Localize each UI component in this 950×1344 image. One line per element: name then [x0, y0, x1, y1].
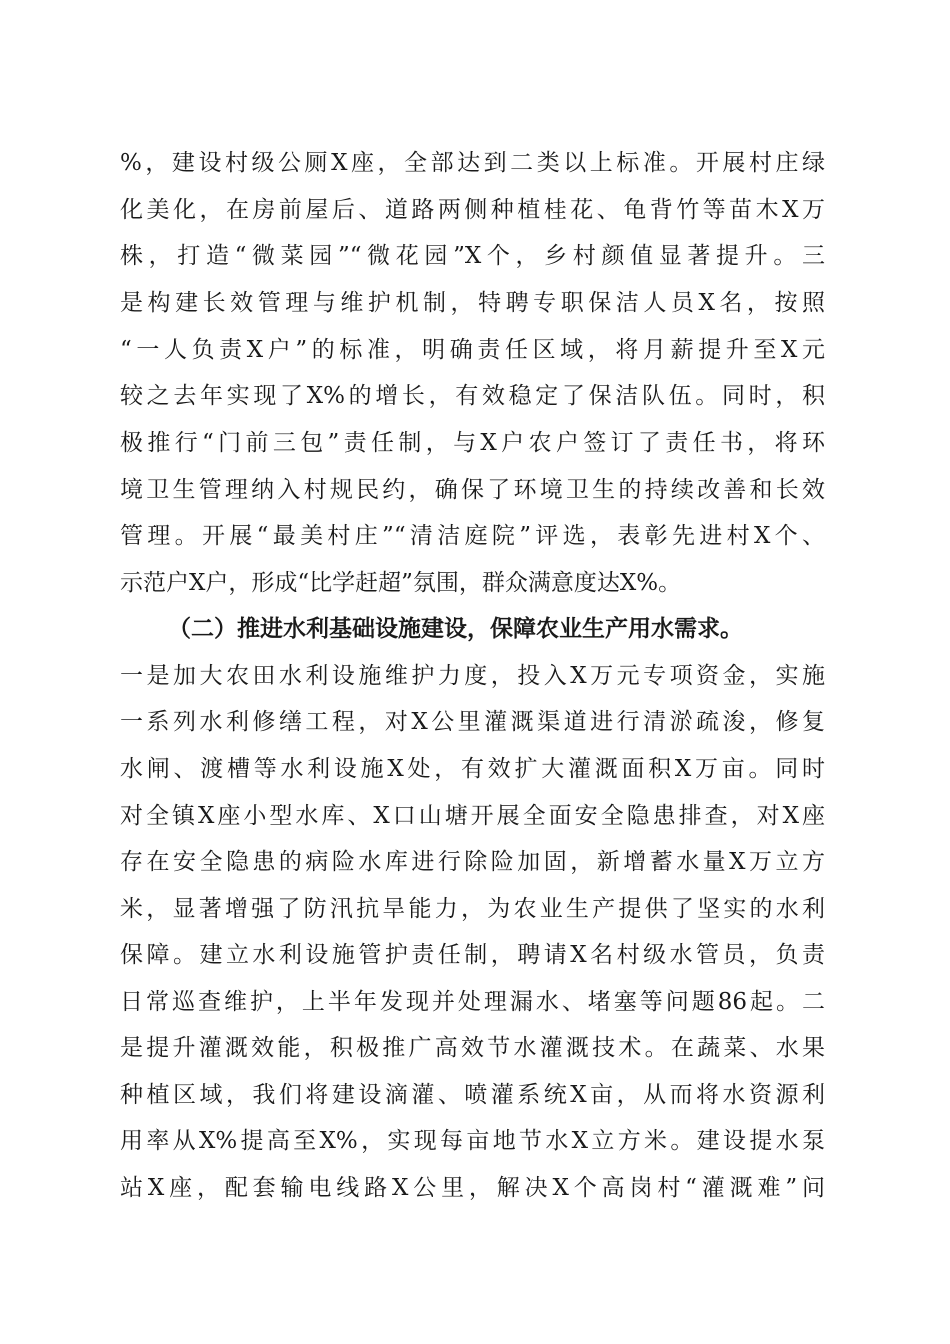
- text-line: 水闸、渡槽等水利设施X处，有效扩大灌溉面积X万亩。同时: [120, 756, 825, 782]
- text-line: 一是加大农田水利设施维护力度，投入X万元专项资金，实施: [120, 663, 825, 689]
- text-line: %，建设村级公厕X座，全部达到二类以上标准。开展村庄绿: [120, 150, 825, 176]
- text-line: 米，显著增强了防汛抗旱能力，为农业生产提供了坚实的水利: [120, 896, 825, 922]
- text-line: 种植区域，我们将建设滴灌、喷灌系统X亩，从而将水资源利: [120, 1082, 825, 1108]
- text-line: “一人负责X户”的标准，明确责任区域，将月薪提升至X元: [120, 337, 825, 363]
- text-line: 化美化，在房前屋后、道路两侧种植桂花、龟背竹等苗木X万: [120, 197, 825, 223]
- section-heading: （二）推进水利基础设施建设，保障农业生产用水需求。: [168, 615, 743, 642]
- text-line: 较之去年实现了X%的增长，有效稳定了保洁队伍。同时，积: [120, 383, 825, 409]
- text-line: 管理。开展“最美村庄”“清洁庭院”评选，表彰先进村X个、: [120, 523, 825, 549]
- text-line: 是构建长效管理与维护机制，特聘专职保洁人员X名，按照: [120, 290, 825, 316]
- text-line: 株，打造“微菜园”“微花园”X个，乡村颜值显著提升。三: [120, 243, 825, 269]
- text-line: 日常巡查维护，上半年发现并处理漏水、堵塞等问题86起。二: [120, 989, 825, 1015]
- text-line: 保障。建立水利设施管护责任制，聘请X名村级水管员，负责: [120, 942, 825, 968]
- text-line: 对全镇X座小型水库、X口山塘开展全面安全隐患排查，对X座: [120, 803, 825, 829]
- text-line: 站X座，配套输电线路X公里，解决X个高岗村“灌溉难”问: [120, 1175, 825, 1201]
- text-line: 存在安全隐患的病险水库进行除险加固，新增蓄水量X万立方: [120, 849, 825, 875]
- text-line: 是提升灌溉效能，积极推广高效节水灌溉技术。在蔬菜、水果: [120, 1035, 825, 1061]
- text-line: 极推行“门前三包”责任制，与X户农户签订了责任书，将环: [120, 430, 825, 456]
- text-line: 示范户X户，形成“比学赶超”氛围，群众满意度达X%。: [120, 570, 682, 596]
- text-line: 境卫生管理纳入村规民约，确保了环境卫生的持续改善和长效: [120, 477, 825, 503]
- text-line: 一系列水利修缮工程，对X公里灌溉渠道进行清淤疏浚，修复: [120, 709, 825, 735]
- text-line: 用率从X%提高至X%，实现每亩地节水X立方米。建设提水泵: [120, 1128, 825, 1154]
